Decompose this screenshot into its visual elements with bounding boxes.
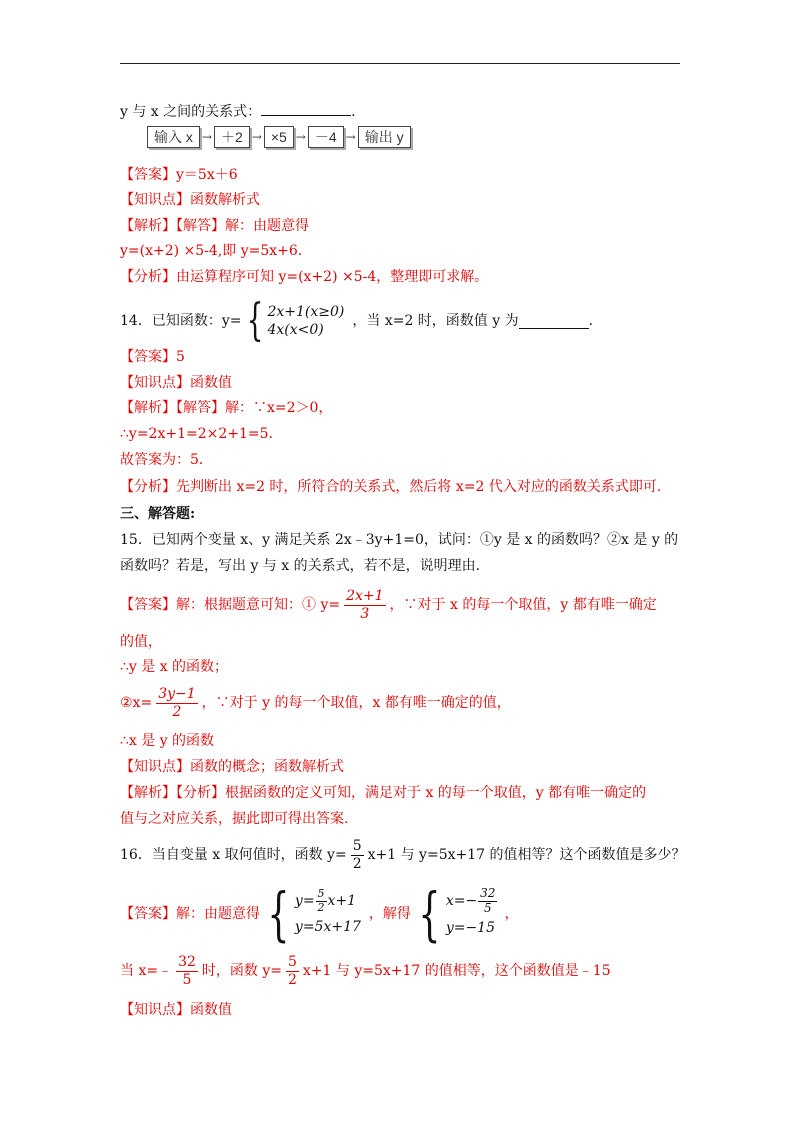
q15-answer-line5: ∴x 是 y 的函数 <box>120 733 215 749</box>
system-equation-2: y=5x+17 <box>294 919 361 936</box>
fraction-numerator: 32 <box>178 954 196 971</box>
flow-box-multiply: ×5 <box>264 126 294 148</box>
q16-answer-prefix: 【答案】解：由题意得 <box>120 906 260 922</box>
flow-box-input: 输入 x <box>147 126 200 148</box>
fraction <box>286 954 299 987</box>
q14-stem-prefix: 14．已知函数：y= <box>120 313 242 329</box>
fraction-denominator: 2 <box>317 900 325 914</box>
q16-answer-end: ， <box>504 906 519 922</box>
q16-knowledge: 【知识点】函数值 <box>120 1002 232 1018</box>
arrow-right-icon: → <box>251 130 262 144</box>
q15-answer-line3: ∴y 是 x 的函数； <box>120 659 229 675</box>
fraction-numerator: 5 <box>317 886 325 900</box>
q13-stem-end: . <box>351 104 356 120</box>
q16-stem <box>120 834 686 876</box>
header-rule <box>120 63 680 64</box>
fraction-denominator: 5 <box>483 900 492 915</box>
q14-stem-suffix: ，当 x=2 时，函数值 y 为 <box>352 313 519 329</box>
equation-rhs-tail: x+1 <box>327 893 357 909</box>
arrow-right-icon: → <box>295 130 306 144</box>
fraction-numerator: 5 <box>288 954 297 971</box>
flow-box-add: ＋2 <box>214 126 250 148</box>
q15-knowledge: 【知识点】函数的概念；函数解析式 <box>120 759 344 775</box>
q14-fenxi: 【分析】先判断出 x=2 时，所符合的关系式，然后将 x=2 代入对应的函数关系式即可. <box>120 479 662 495</box>
flow-diagram <box>147 125 411 149</box>
fraction-numerator: 32 <box>480 885 496 900</box>
solution-system <box>411 880 499 948</box>
brace-icon: { <box>418 880 441 948</box>
q13-answer: 【答案】y＝5x＋6 <box>120 167 238 183</box>
fraction-denominator: 2 <box>352 855 362 872</box>
q13-stem-text: y 与 x 之间的关系式： <box>120 104 262 120</box>
q13-analysis-line2: y=(x+2) ×5-4,即 y=5x+6. <box>120 243 303 259</box>
solution-y: y=−15 <box>445 920 495 937</box>
fraction-numerator: 3y−1 <box>158 686 196 703</box>
q15-answer-prefix: 【答案】解：根据题意可知：① y= <box>120 597 341 613</box>
q15-answer-line2: 的值， <box>120 634 162 650</box>
answer-blank <box>261 101 351 116</box>
q14-analysis: 【解析】【解答】解：∵x=2＞0， <box>120 400 333 416</box>
fraction-numerator: 5 <box>352 838 362 855</box>
q15-answer <box>120 583 657 627</box>
q16-stem-prefix: 16．当自变量 x 取何值时，函数 y= <box>120 847 347 863</box>
fraction-numerator: 2x+1 <box>346 588 384 605</box>
q13-fenxi: 【分析】由运算程序可知 y=(x+2) ×5-4，整理即可求解。 <box>120 269 489 285</box>
arrow-right-icon: → <box>345 130 356 144</box>
q15-analysis-line2: 值与之对应关系，据此即可得出答案. <box>120 811 349 827</box>
q14-answer: 【答案】5 <box>120 349 185 365</box>
fraction-denominator: 2 <box>172 703 182 720</box>
fraction <box>351 838 364 871</box>
q15-answer-part2 <box>120 681 511 725</box>
q16-answer <box>120 880 519 948</box>
q15-answer2-prefix: ②x= <box>120 695 153 711</box>
q13-stem <box>120 101 356 121</box>
q14-analysis-line2: ∴y=2x+1=2×2+1=5． <box>120 426 283 442</box>
q16-answer2-suffix: x+1 与 y=5x+17 的值相等，这个函数值是﹣15 <box>302 963 611 979</box>
q16-stem-suffix: x+1 与 y=5x+17 的值相等？这个函数值是多少？ <box>367 847 686 863</box>
q16-answer2-prefix: 当 x=﹣ <box>120 963 173 979</box>
section-heading: 三、解答题: <box>120 506 196 522</box>
equation-system <box>260 880 361 948</box>
piecewise-function <box>241 295 345 346</box>
q15-stem-line2: 函数吗？若是，写出 y 与 x 的关系式，若不是，说明理由. <box>120 558 481 574</box>
fraction-denominator: 2 <box>288 971 297 988</box>
q16-answer-mid: ，解得 <box>368 906 411 922</box>
fraction <box>344 588 385 621</box>
q15-analysis: 【解析】【分析】根据函数的定义可知，满足对于 x 的每一个取值，y 都有唯一确定的 <box>120 785 647 801</box>
fraction <box>176 954 198 987</box>
arrow-right-icon: → <box>201 130 212 144</box>
piecewise-case-1: 2x+1(x≥0) <box>267 304 345 320</box>
q15-stem: 15．已知两个变量 x、y 满足关系 2x﹣3y+1=0，试问：①y 是 x 的函数吗？②x 是 y 的 <box>120 532 679 548</box>
q14-stem <box>120 295 594 346</box>
solution-x-lhs: x=− <box>445 893 478 909</box>
q13-analysis: 【解析】【解答】解：由题意得 <box>120 218 309 234</box>
q16-answer2-mid: 时，函数 y= <box>201 963 282 979</box>
answer-blank <box>519 314 589 329</box>
q16-answer-line2 <box>120 950 611 992</box>
fraction-denominator: 5 <box>182 971 192 988</box>
q15-answer-suffix: ，∵对于 x 的每一个取值，y 都有唯一确定 <box>389 597 657 613</box>
q14-stem-end: . <box>588 313 594 329</box>
q14-analysis-line3: 故答案为：5． <box>120 452 213 468</box>
q14-knowledge: 【知识点】函数值 <box>120 375 232 391</box>
fraction <box>478 887 497 916</box>
q13-knowledge: 【知识点】函数解析式 <box>120 192 260 208</box>
fraction <box>156 686 197 719</box>
fraction <box>316 888 327 914</box>
equation-lhs: y= <box>294 893 315 909</box>
piecewise-case-2: 4x(x<0) <box>267 322 324 338</box>
flow-box-output: 输出 y <box>358 126 411 148</box>
flow-box-subtract: －4 <box>308 126 344 148</box>
system-equation-1 <box>295 888 361 914</box>
brace-icon: { <box>267 880 290 948</box>
brace-icon: { <box>247 295 264 346</box>
q15-answer2-suffix: ，∵对于 y 的每一个取值，x 都有唯一确定的值， <box>201 695 511 711</box>
solution-x <box>446 887 499 916</box>
fraction-denominator: 3 <box>360 605 370 622</box>
